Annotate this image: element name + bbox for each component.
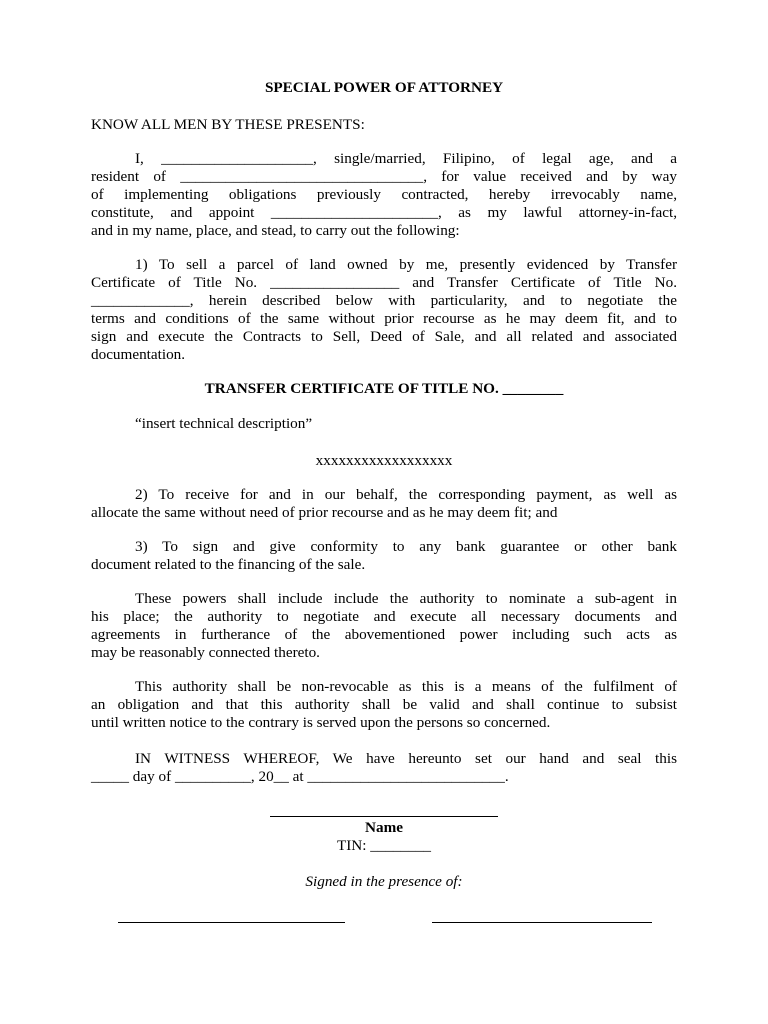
item1-line-1: 1) To sell a parcel of land owned by me, presently evidenced by Transfer <box>135 256 677 273</box>
signature-line <box>270 816 498 817</box>
intro-line-4: constitute, and appoint ______________________, as my lawful attorney-in-fact, <box>91 204 677 221</box>
powers-line-4: may be reasonably connected thereto. <box>91 644 320 661</box>
item2-line-1: 2) To receive for and in our behalf, the corresponding payment, as well as <box>135 486 677 503</box>
witness-line-1: IN WITNESS WHEREOF, We have hereunto set our hand and seal this <box>135 750 677 767</box>
intro-line-3: of implementing obligations previously contracted, hereby irrevocably name, <box>91 186 677 203</box>
separator: xxxxxxxxxxxxxxxxxx <box>315 452 453 469</box>
intro-line-1: I, ____________________, single/married, Filipino, of legal age, and a <box>135 150 677 167</box>
item1-line-3: _____________, herein described below with particularity, and to negotiate the <box>91 292 677 309</box>
witness-signature-line-right <box>432 922 652 923</box>
signature-name: Name <box>365 819 403 836</box>
item1-line-5: sign and execute the Contracts to Sell, Deed of Sale, and all related and associated <box>91 328 677 345</box>
tct-heading: TRANSFER CERTIFICATE OF TITLE NO. ________ <box>204 380 564 397</box>
witness-signature-line-left <box>118 922 345 923</box>
powers-line-3: agreements in furtherance of the abovementioned power including such acts as <box>91 626 677 643</box>
item1-line-2: Certificate of Title No. _________________ and Transfer Certificate of Title No. <box>91 274 677 291</box>
authority-line-3: until written notice to the contrary is served upon the persons so concerned. <box>91 714 551 731</box>
signature-tin: TIN: ________ <box>336 837 432 854</box>
item3-line-2: document related to the financing of the sale. <box>91 556 366 573</box>
item1-line-4: terms and conditions of the same without prior recourse as he may deem fit, and to <box>91 310 677 327</box>
powers-line-1: These powers shall include include the authority to nominate a sub-agent in <box>135 590 677 607</box>
item2-line-2: allocate the same without need of prior recourse and as he may deem fit; and <box>91 504 558 521</box>
intro-line-5: and in my name, place, and stead, to carry out the following: <box>91 222 460 239</box>
item3-line-1: 3) To sign and give conformity to any bank guarantee or other bank <box>135 538 677 555</box>
authority-line-1: This authority shall be non-revocable as this is a means of the fulfilment of <box>135 678 677 695</box>
document-title: SPECIAL POWER OF ATTORNEY <box>264 79 504 96</box>
powers-line-2: his place; the authority to negotiate and execute all necessary documents and <box>91 608 677 625</box>
technical-description: “insert technical description” <box>135 415 313 432</box>
witness-line-2: _____ day of __________, 20__ at __________________________. <box>91 768 509 785</box>
salutation: KNOW ALL MEN BY THESE PRESENTS: <box>91 116 365 133</box>
authority-line-2: an obligation and that this authority shall be valid and shall continue to subsist <box>91 696 677 713</box>
signed-presence: Signed in the presence of: <box>305 873 463 890</box>
intro-line-2: resident of ________________________________, for value received and by way <box>91 168 677 185</box>
item1-line-6: documentation. <box>91 346 186 363</box>
